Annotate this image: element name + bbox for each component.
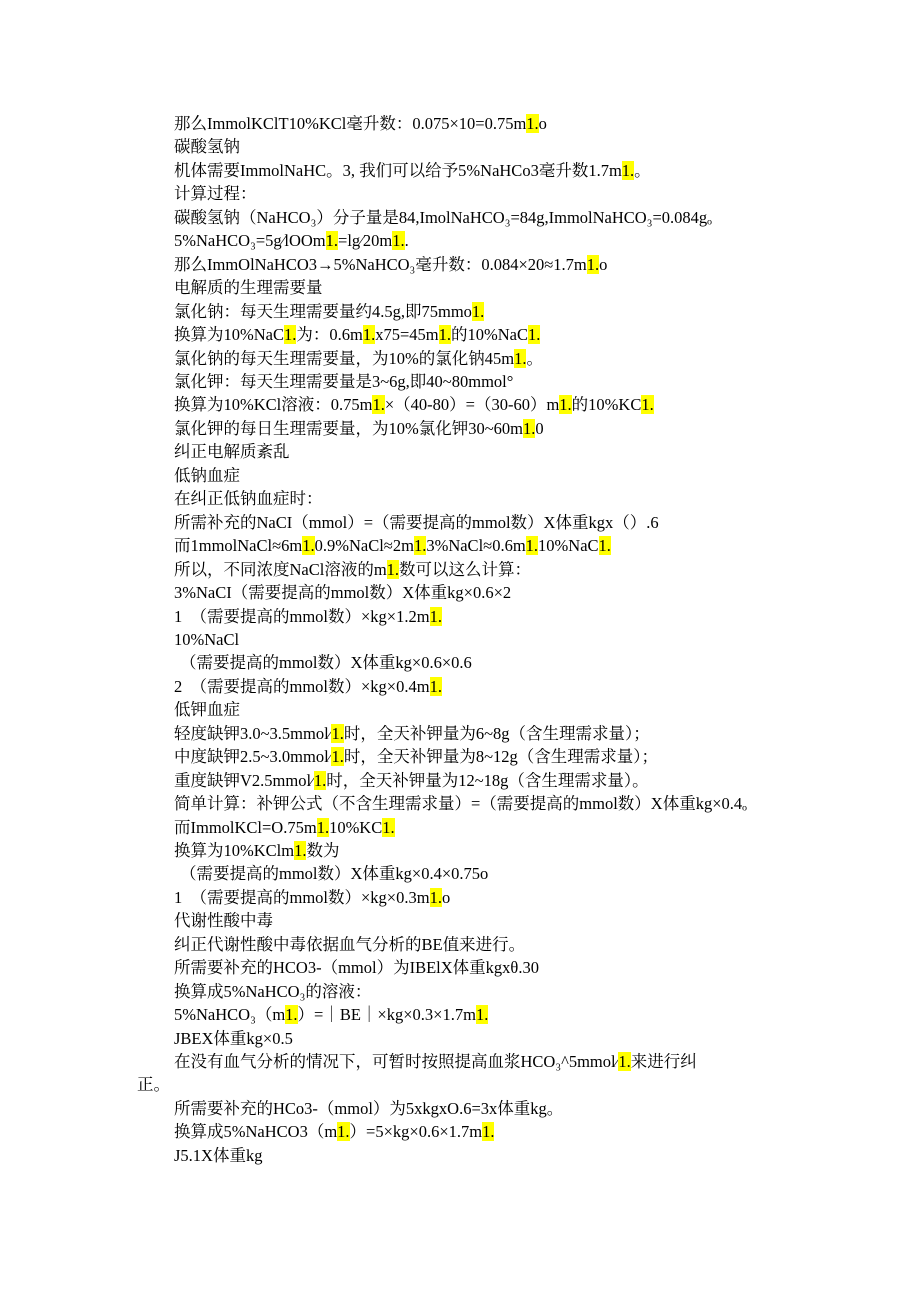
text-line	[174, 817, 395, 839]
text-line	[174, 348, 543, 370]
highlighted-text: 1.	[641, 395, 654, 415]
text-line	[174, 441, 290, 463]
text-line	[174, 394, 654, 416]
text-line	[174, 723, 650, 745]
text-segment: 碳酸氢钠（NaHCO₃）分子量是84,ImolNaHCO₃=84g,ImmolNaHCO₃=0.084gₒ	[174, 207, 712, 227]
text-segment: 时，全天补钾量为8~12g（含生理需求量）；	[343, 747, 658, 767]
text-line	[174, 793, 747, 815]
text-segment: 的10%KC	[571, 395, 642, 415]
highlighted-text: 1.	[471, 301, 485, 321]
text-segment: 正。	[137, 1075, 170, 1095]
text-line	[174, 465, 240, 487]
text-segment: 换算为10%KClm	[174, 840, 295, 860]
text-line	[174, 160, 651, 182]
text-segment: 换算为10%KCl溶液：0.75m	[174, 395, 373, 415]
text-segment: J5.1X体重kg	[174, 1145, 263, 1165]
text-segment: o	[538, 114, 547, 133]
text-segment: 计算过程：	[174, 184, 257, 204]
text-segment: 为：0.6m	[296, 325, 363, 344]
text-line	[180, 863, 488, 885]
highlighted-text: 1.	[316, 817, 330, 837]
text-segment: 0	[535, 418, 544, 438]
highlighted-text: 1.	[386, 559, 400, 579]
text-segment: 中度缺钾2.5~3.0mmol⁄	[174, 747, 332, 767]
highlighted-text: 1.	[302, 536, 315, 556]
text-line	[174, 113, 547, 135]
text-segment: 1 （需要提高的mmol数）×kg×1.2m	[174, 606, 430, 626]
highlighted-text: 1.	[618, 1052, 631, 1071]
text-segment: 0.9%NaCl≈2m	[314, 536, 414, 556]
text-segment: 换算成5%NaHCO₃的溶液：	[174, 981, 372, 1001]
text-line	[174, 371, 513, 393]
highlighted-text: 1.	[362, 325, 376, 344]
text-segment: 电解质的生理需要量	[174, 278, 323, 298]
text-line	[174, 606, 442, 628]
text-segment: 而ImmolKCl=O.75m	[174, 817, 317, 837]
text-segment: 纠正代谢性酸中毒依据血气分析的BE值来进行。	[174, 934, 526, 954]
highlighted-text: 1.	[598, 536, 611, 556]
highlighted-text: 1.	[586, 254, 600, 274]
text-line	[174, 1028, 293, 1050]
text-segment: ）=｜BE｜×kg×0.3×1.7m	[297, 1005, 476, 1025]
text-line	[180, 652, 472, 674]
text-line	[174, 934, 525, 956]
text-segment: 3%NaCl≈0.6m	[426, 536, 526, 556]
highlighted-text: 1.	[294, 840, 307, 860]
text-segment: 氯化钠的每天生理需要量，为10%的氯化钠45m	[174, 348, 515, 368]
text-line	[174, 230, 409, 252]
highlighted-text: 1.	[621, 160, 635, 180]
text-segment: 所需要补充的HCo3-（mmol）为5xkgxO.6=3x体重kg。	[174, 1098, 564, 1118]
text-segment: 5%NaHCO₃=5g⁄lOOm	[174, 231, 326, 251]
text-segment: 在纠正低钠血症时：	[174, 489, 323, 509]
text-line	[174, 676, 442, 698]
text-segment: 数为	[306, 840, 340, 860]
text-segment: 氯化钾：每天生理需要量是3~6g,即40~80mmol°	[174, 371, 514, 391]
text-line	[174, 183, 257, 205]
text-line	[174, 1004, 488, 1026]
text-segment: 时，全天补钾量为12~18g（含生理需求量）。	[326, 770, 649, 790]
highlighted-text: 1.	[331, 747, 344, 767]
text-line	[174, 1145, 262, 1167]
highlighted-text: 1.	[284, 325, 297, 344]
highlighted-text: 1.	[429, 606, 442, 626]
text-segment: 时，全天补钾量为6~8g（含生理需求量）；	[343, 723, 650, 743]
highlighted-text: 1.	[526, 114, 539, 133]
text-line	[174, 207, 712, 229]
highlighted-text: 1.	[525, 536, 539, 556]
text-segment: 来进行纠	[630, 1052, 697, 1071]
text-segment: 5%NaHCO₃（m	[174, 1005, 286, 1025]
text-segment: x75=45m	[375, 325, 439, 344]
text-segment: 简单计算：补钾公式（不含生理需求量）=（需要提高的mmol数）X体重kg×0.4ₒ	[174, 794, 747, 813]
text-segment: 那么ImmOlNaHCO3→5%NaHCO₃毫升数：0.084×20≈1.7m	[174, 254, 587, 274]
text-segment: 10%NaC	[538, 536, 599, 556]
text-segment: 低钠血症	[174, 465, 240, 485]
text-segment: o	[441, 887, 451, 907]
text-segment: 轻度缺钾3.0~3.5mmol⁄	[174, 723, 332, 743]
text-segment: 。	[634, 160, 651, 180]
text-line	[174, 324, 540, 346]
text-segment: 的10%NaC	[450, 325, 528, 344]
highlighted-text: 1.	[392, 231, 405, 251]
highlighted-text: 1.	[475, 1005, 489, 1025]
text-segment: 代谢性酸中毒	[174, 911, 273, 931]
text-segment: 而1mmolNaCl≈6m	[174, 536, 303, 556]
text-segment: 2 （需要提高的mmol数）×kg×0.4m	[174, 676, 430, 696]
text-segment: 换算成5%NaHCO3（m	[174, 1122, 338, 1142]
text-line	[174, 840, 339, 862]
text-segment: 低钾血症	[174, 700, 240, 720]
highlighted-text: 1.	[313, 770, 327, 790]
highlighted-text: 1.	[438, 325, 451, 344]
highlighted-text: 1.	[331, 723, 344, 743]
highlighted-text: 1.	[429, 887, 442, 907]
text-line	[174, 957, 539, 979]
text-line	[174, 535, 611, 557]
highlighted-text: 1.	[527, 325, 541, 344]
highlighted-text: 1.	[337, 1122, 350, 1142]
highlighted-text: 1.	[559, 395, 572, 415]
text-segment: 3%NaCI（需要提高的mmol数）X体重kg×0.6×2	[174, 583, 512, 602]
text-segment: 。	[526, 348, 543, 368]
highlighted-text: 1.	[514, 348, 527, 368]
text-segment: （需要提高的mmol数）X体重kg×0.4×0.75o	[180, 864, 489, 884]
text-segment: 在没有血气分析的情况下，可暂时按照提高血浆HCO₃^5mmol⁄	[174, 1052, 619, 1071]
text-line	[174, 1051, 697, 1073]
text-segment: =lg⁄20m	[338, 231, 393, 251]
text-line	[174, 277, 323, 299]
text-line	[174, 746, 658, 768]
text-line	[174, 699, 240, 721]
text-segment: 碳酸氢钠	[174, 137, 240, 157]
text-segment: （需要提高的mmol数）X体重kg×0.6×0.6	[180, 653, 472, 673]
text-segment: ×（40-80）=（30-60）m	[384, 395, 560, 415]
text-segment: 纠正电解质紊乱	[174, 442, 290, 462]
text-line	[174, 512, 659, 534]
text-segment: o	[599, 254, 608, 274]
text-line	[174, 1121, 494, 1143]
text-segment: 氯化钾的每日生理需要量，为10%氯化钾30~60m	[174, 418, 524, 438]
text-line	[174, 887, 450, 909]
text-line	[174, 301, 484, 323]
text-line	[137, 1074, 170, 1096]
text-line	[174, 488, 323, 510]
text-segment: JBEX体重kg×0.5	[174, 1028, 293, 1048]
text-line	[174, 582, 511, 604]
text-segment: 重度缺钾V2.5mmol⁄	[174, 770, 314, 790]
text-segment: 数可以这么计算：	[399, 559, 532, 579]
text-line	[174, 136, 240, 158]
highlighted-text: 1.	[382, 817, 395, 837]
text-segment: 1 （需要提高的mmol数）×kg×0.3m	[174, 887, 430, 907]
text-line	[174, 629, 239, 651]
text-segment: 10%NaCl	[174, 629, 240, 649]
highlighted-text: 1.	[372, 395, 385, 415]
text-line	[174, 981, 371, 1003]
highlighted-text: 1.	[285, 1005, 298, 1025]
text-line	[174, 418, 544, 440]
text-line	[174, 770, 649, 792]
highlighted-text: 1.	[482, 1122, 495, 1142]
text-line	[174, 254, 607, 276]
text-line	[174, 910, 273, 932]
text-segment: ）=5×kg×0.6×1.7m	[349, 1122, 483, 1142]
text-segment: 所以，不同浓度NaCl溶液的m	[174, 559, 387, 579]
text-segment: 那么ImmolKClT10%KCl毫升数：0.075×10=0.75m	[174, 114, 527, 133]
text-segment: 机体需要ImmolNaHC。3, 我们可以给予5%NaHCo3毫升数1.7m	[174, 160, 622, 180]
text-segment: 所需要补充的HCO3-（mmol）为IBElX体重kgxθ.30	[174, 958, 539, 978]
text-segment: 所需补充的NaCI（mmol）=（需要提高的mmol数）X体重kgx（）.6	[174, 512, 659, 532]
text-segment: 氯化钠：每天生理需要量约4.5g,即75mmo	[174, 301, 472, 321]
text-segment: 换算为10%NaC	[174, 325, 284, 344]
text-line	[174, 1098, 563, 1120]
text-segment: .	[404, 231, 409, 251]
highlighted-text: 1.	[413, 536, 427, 556]
highlighted-text: 1.	[429, 676, 442, 696]
highlighted-text: 1.	[325, 231, 339, 251]
text-segment: 10%KC	[329, 817, 383, 837]
text-line	[174, 559, 531, 581]
highlighted-text: 1.	[523, 418, 536, 438]
